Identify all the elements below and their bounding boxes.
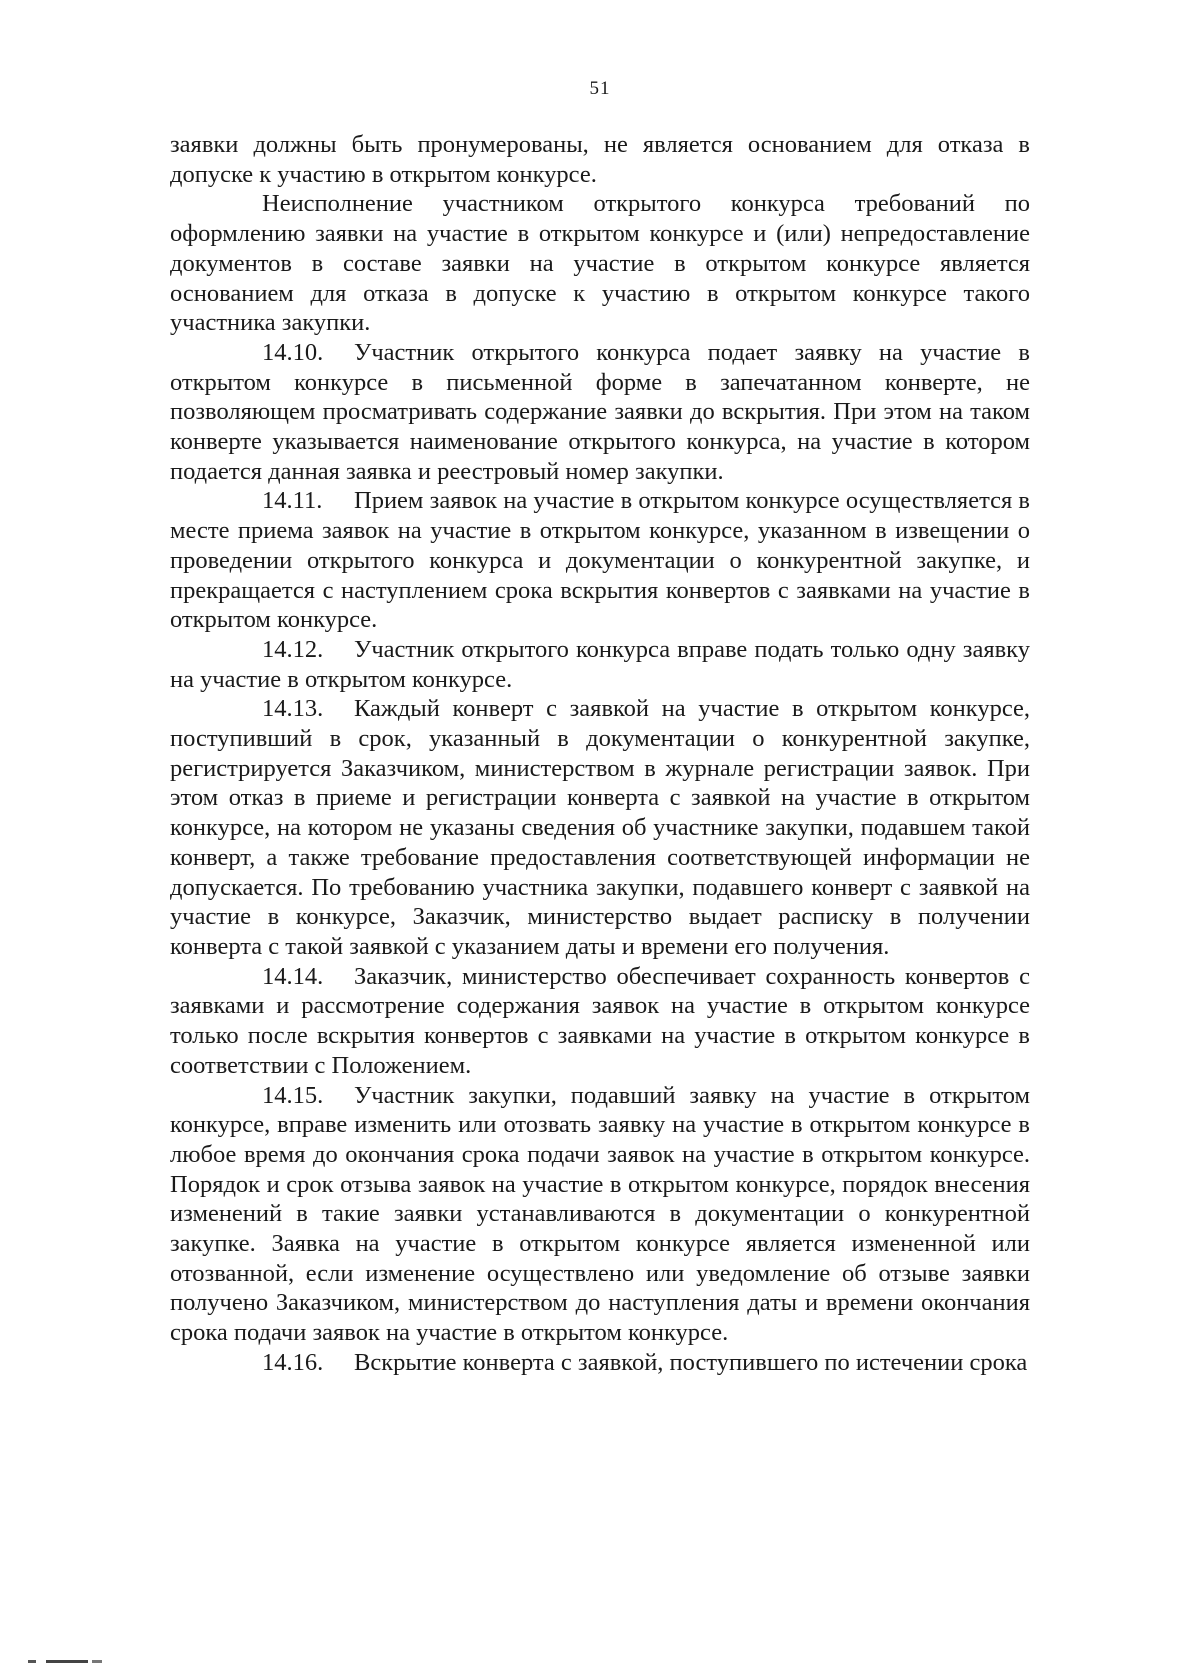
scan-margin-mark bbox=[28, 1660, 102, 1663]
paragraph-number: 14.13. bbox=[262, 695, 324, 723]
paragraph-14-14 bbox=[170, 962, 1030, 1081]
page-number: 51 bbox=[589, 78, 611, 99]
paragraph-14-13 bbox=[170, 694, 1030, 961]
paragraph-text: Заказчик, министерство обеспечивает сохранность конвертов с заявками и рассмотрение содержания заявок на участие в открытом конкурсе только после вскрытия конвертов с заявками на участие в открытом конкурсе в соответствии с Положением. bbox=[170, 962, 1030, 1079]
paragraph-number: 14.14. bbox=[262, 962, 324, 990]
paragraph-14-10 bbox=[170, 338, 1030, 487]
paragraph-text: Неисполнение участником открытого конкурса требований по оформлению заявки на участие в открытом конкурсе и (или) непредоставление документов в составе заявки на участие в открытом конкурсе является основанием для отказа в допуске к участию в открытом конкурсе такого участника закупки. bbox=[170, 190, 1030, 337]
paragraph-number: 14.12. bbox=[262, 635, 324, 663]
paragraph-continuation bbox=[170, 130, 1030, 189]
paragraph-14-12 bbox=[170, 635, 1030, 694]
paragraph-text: Вскрытие конверта с заявкой, поступившего по истечении срока bbox=[354, 1348, 1028, 1376]
paragraph-14-16 bbox=[170, 1348, 1030, 1378]
paragraph-14-11 bbox=[170, 486, 1030, 635]
paragraph-noncompliance bbox=[170, 189, 1030, 338]
document-body bbox=[170, 130, 1030, 1378]
paragraph-number: 14.15. bbox=[262, 1081, 324, 1109]
paragraph-number: 14.10. bbox=[262, 338, 324, 366]
paragraph-text: Прием заявок на участие в открытом конкурсе осуществляется в месте приема заявок на участие в открытом конкурсе, указанном в извещении о проведении открытого конкурса и документации о конкурентной закупке, и прекращается с наступлением срока вскрытия конвертов с заявками на участие в открытом конкурсе. bbox=[170, 487, 1030, 634]
paragraph-text: Каждый конверт с заявкой на участие в открытом конкурсе, поступивший в срок, указанный в документации о конкурентной закупке, регистрируется Заказчиком, министерством в журнале регистрации заявок. При этом отказ в приеме и регистрации конверта с заявкой на участие в открытом конкурсе, на котором не указаны сведения об участнике закупки, подавшем такой конверт, а также требование предоставления соответствующей информации не допускается. По требованию участника закупки, подавшего конверт с заявкой на участие в конкурсе, Заказчик, министерство выдает расписку в получении конверта с такой заявкой с указанием даты и времени его получения. bbox=[170, 695, 1030, 960]
paragraph-text: Участник закупки, подавший заявку на участие в открытом конкурсе, вправе изменить или отозвать заявку на участие в открытом конкурсе в любое время до окончания срока подачи заявок на участие в открытом конкурсе. Порядок и срок отзыва заявок на участие в открытом конкурсе, порядок внесения изменений в такие заявки устанавливаются в документации о конкурентной закупке. Заявка на участие в открытом конкурсе является измененной или отозванной, если изменение осуществлено или уведомление об отзыве заявки получено Заказчиком, министерством до наступления даты и времени окончания срока подачи заявок на участие в открытом конкурсе. bbox=[170, 1081, 1030, 1347]
paragraph-14-15 bbox=[170, 1081, 1030, 1348]
paragraph-text: заявки должны быть пронумерованы, не является основанием для отказа в допуске к участию в открытом конкурсе. bbox=[170, 131, 1030, 188]
paragraph-number: 14.16. bbox=[262, 1348, 324, 1376]
paragraph-number: 14.11. bbox=[262, 487, 323, 515]
paragraph-text: Участник открытого конкурса вправе подать только одну заявку на участие в открытом конкурсе. bbox=[170, 635, 1030, 693]
paragraph-text: Участник открытого конкурса подает заявку на участие в открытом конкурсе в письменной форме в запечатанном конверте, не позволяющем просматривать содержание заявки до вскрытия. При этом на таком конверте указывается наименование открытого конкурса, на участие в котором подается данная заявка и реестровый номер закупки. bbox=[170, 338, 1030, 485]
